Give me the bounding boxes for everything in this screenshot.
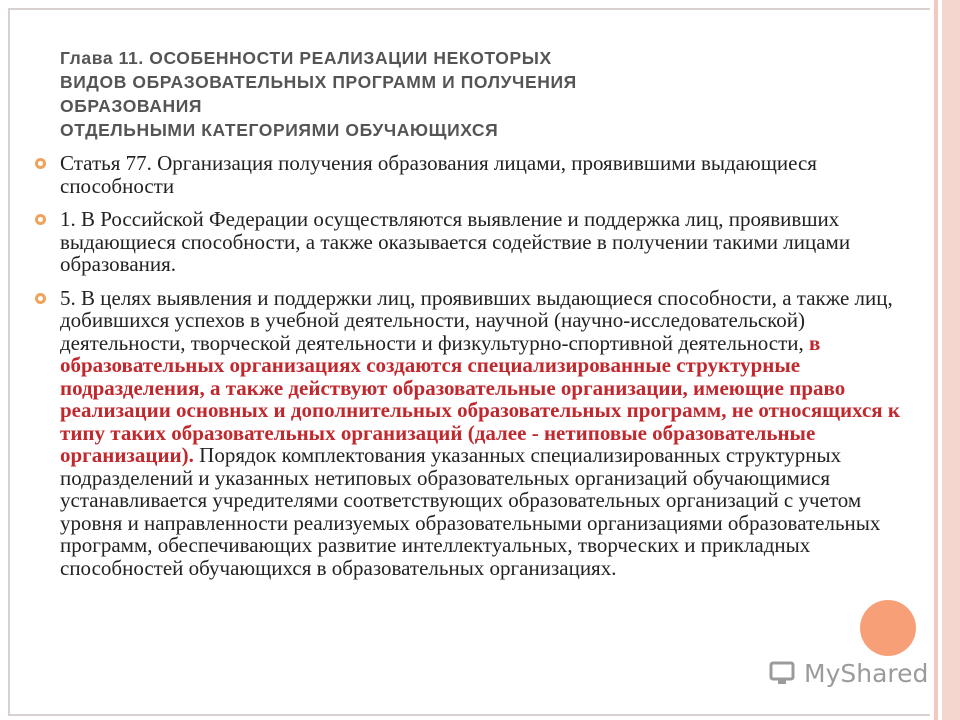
title-line: ВИДОВ ОБРАЗОВАТЕЛЬНЫХ ПРОГРАММ И ПОЛУЧЕНИЯ: [60, 72, 577, 92]
myshared-logo-icon: [768, 658, 798, 688]
slide-content: [35, 152, 915, 590]
bullet-text: 1. В Российской Федерации осуществляются выявление и поддержка лиц, проявивших выдающиеся способности, а также оказывается содействие в получении такими лицами образования.: [60, 207, 851, 276]
decorative-stripes: [930, 0, 960, 720]
bullet-text-rest: Порядок комплектования указанных специализированных структурных подразделений и указанных нетиповых образовательных организаций обучающимися устанавливается учредителями соответствующих образовательных организаций с учетом уровня и направленности реализуемых образовательными организациями образовательных программ, обеспечивающих развитие интеллектуальных, творческих и прикладных способностей обучающихся в образовательных организациях.: [60, 443, 881, 580]
bullet-text: [60, 287, 915, 580]
bullet-item-article: [35, 152, 915, 197]
title-line: ОТДЕЛЬНЫМИ КАТЕГОРИЯМИ ОБУЧАЮЩИХСЯ: [60, 120, 499, 140]
highlighted-text: в образовательных организациях создаются специализированные структурные подразделения, а также действуют образовательные организации, имеющие право реализации основных и дополнительных образовательных программ, не относящихся к типу таких образовательных организаций (далее - нетиповые образовательные организации).: [60, 330, 900, 467]
title-line: ОБРАЗОВАНИЯ: [60, 96, 203, 116]
title-line: Глава 11. ОСОБЕННОСТИ РЕАЛИЗАЦИИ НЕКОТОРЫХ: [60, 48, 552, 68]
bullet-icon: [35, 158, 46, 169]
slide-title: [60, 46, 860, 142]
bullet-text: Статья 77. Организация получения образования лицами, проявившими выдающиеся способности: [60, 151, 817, 198]
bullet-icon: [35, 293, 46, 304]
bullet-item-point-5: [35, 287, 915, 580]
bullet-text-intro: 5. В целях выявления и поддержки лиц, проявивших выдающиеся способности, а также лиц, добившихся успехов в учебной деятельности, научной (научно-исследовательской) деятельности, творческой деятельности и физкультурно-спортивной деятельности,: [60, 285, 893, 355]
bullet-icon: [35, 214, 46, 225]
decorative-circle: [860, 600, 916, 656]
myshared-watermark: [768, 658, 928, 688]
bullet-item-point-1: [35, 208, 915, 276]
watermark-text: MyShared: [804, 658, 929, 688]
